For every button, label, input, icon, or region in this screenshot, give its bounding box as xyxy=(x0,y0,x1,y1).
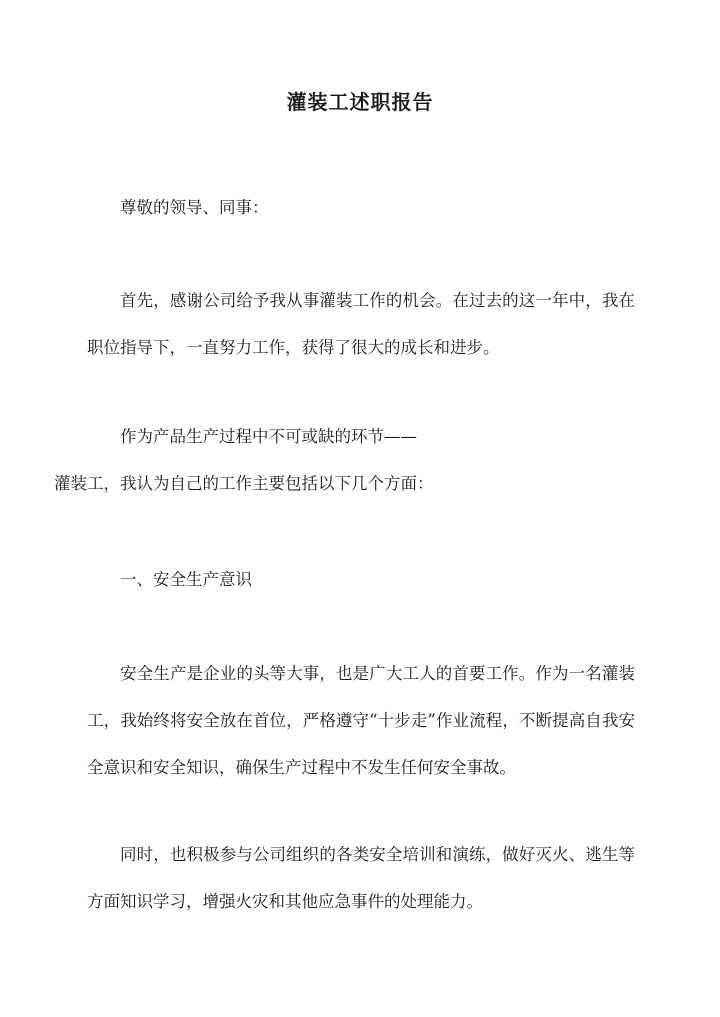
paragraph-safety-1: 安全生产是企业的头等大事，也是广大工人的首要工作。作为一名灌装工，我始终将安全放在首位，严格遵守“十步走”作业流程，不断提高自我安全意识和安全知识，确保生产过程中不发生任何安全事故。 xyxy=(87,664,635,777)
paragraph-role-line1: 作为产品生产过程中不可或缺的环节—— xyxy=(120,427,417,446)
paragraph-safety-2: 同时，也积极参与公司组织的各类安全培训和演练，做好灭火、逃生等方面知识学习，增强火灾和其他应急事件的处理能力。 xyxy=(87,845,635,911)
paragraph-role-line2: 灌装工，我认为自己的工作主要包括以下几个方面： xyxy=(54,474,434,493)
paragraph-intro: 首先，感谢公司给予我从事灌装工作的机会。在过去的这一年中，我在职位指导下，一直努力工作，获得了很大的成长和进步。 xyxy=(87,291,635,357)
section-heading-safety: 一、安全生产意识 xyxy=(120,570,252,589)
document-title: 灌装工述职报告 xyxy=(286,90,434,114)
paragraph-role xyxy=(54,413,635,507)
salutation: 尊敬的领导、同事： xyxy=(120,198,269,217)
